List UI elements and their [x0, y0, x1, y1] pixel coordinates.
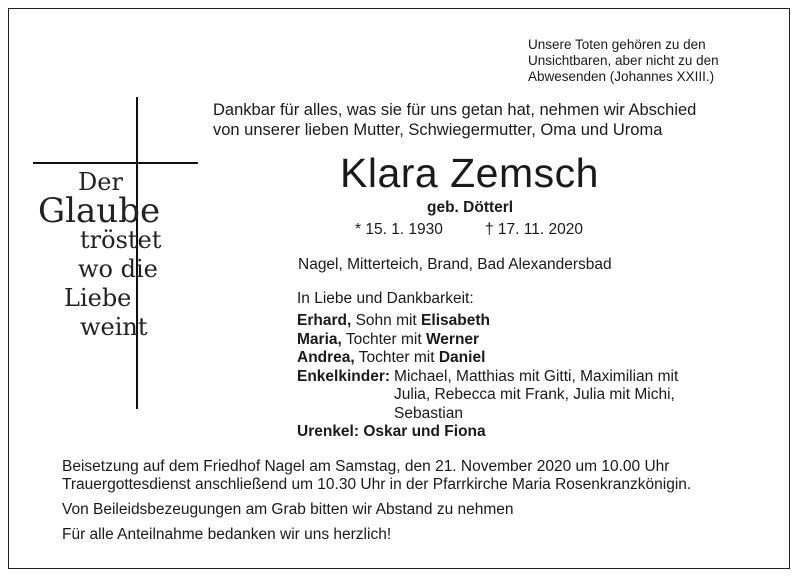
intro-line: von unserer lieben Mutter, Schwiegermutter, Oma und Uroma	[213, 121, 663, 139]
grandchildren-label: Enkelkinder:	[297, 367, 391, 385]
faith-line: Der	[78, 168, 123, 196]
deceased-name: Klara Zemsch	[340, 150, 599, 196]
quote-line: Unsichtbaren, aber nicht zu den	[528, 53, 719, 68]
faith-line: Glaube	[38, 191, 161, 231]
condolence-notice: Von Beileidsbezeugungen am Grab bitten wir Abstand zu nehmen	[62, 501, 514, 518]
mourner-name: Maria,	[297, 330, 342, 348]
quote-block	[528, 37, 768, 85]
quote-line: Abwesenden (Johannes XXIII.)	[528, 69, 715, 84]
quote-line: Unsere Toten gehören zu den	[528, 37, 706, 52]
mourner-row	[297, 331, 757, 350]
faith-verse	[36, 168, 166, 342]
mourner-relation: Tochter mit	[354, 349, 439, 366]
mourner-relation: Tochter mit	[341, 330, 426, 348]
mourner-name: Andrea,	[297, 349, 355, 366]
grandchildren-names	[394, 368, 678, 424]
death-date: † 17. 11. 2020	[485, 221, 583, 238]
mourner-relation: Sohn mit	[351, 312, 422, 329]
mourner-row	[297, 312, 757, 331]
grandchildren-block	[297, 368, 757, 424]
mourner-partner: Elisabeth	[421, 312, 490, 329]
great-grandchildren-text: Urenkel: Oskar und Fiona	[297, 423, 486, 440]
service-notice: Trauergottesdienst anschließend um 10.30 Uhr in der Pfarrkirche Maria Rosenkranzkönigin.	[62, 476, 692, 493]
faith-line: wo die	[78, 255, 158, 283]
mourner-row	[297, 349, 757, 368]
mourner-partner: Daniel	[438, 349, 486, 366]
mourners-list	[297, 312, 757, 442]
faith-line: tröstet	[80, 226, 162, 254]
faith-line: Liebe	[64, 284, 132, 312]
mourner-name: Erhard,	[297, 312, 352, 329]
mourner-partner: Werner	[425, 330, 480, 348]
mourners-intro: In Liebe und Dankbarkeit:	[297, 290, 474, 307]
birth-date: * 15. 1. 1930	[355, 221, 443, 238]
thanks-notice: Für alle Anteilnahme bedanken wir uns herzlich!	[62, 526, 392, 543]
notices-block	[62, 458, 772, 544]
intro-line: Dankbar für alles, was sie für uns getan hat, nehmen wir Abschied	[213, 101, 697, 119]
funeral-notice: Beisetzung auf dem Friedhof Nagel am Samstag, den 21. November 2020 um 10.00 Uhr	[62, 458, 670, 475]
great-grandchildren	[297, 423, 757, 442]
faith-line: weint	[80, 313, 148, 341]
grandchildren-line: Michael, Matthias mit Gitti, Maximilian mit	[394, 367, 679, 385]
cross-horizontal	[33, 162, 198, 164]
places: Nagel, Mitterteich, Brand, Bad Alexandersbad	[298, 256, 612, 273]
grandchildren-line: Sebastian	[394, 404, 463, 422]
intro-text	[213, 100, 773, 140]
grandchildren-line: Julia, Rebecca mit Frank, Julia mit Michi,	[394, 386, 675, 403]
birth-name: geb. Dötterl	[427, 199, 514, 216]
